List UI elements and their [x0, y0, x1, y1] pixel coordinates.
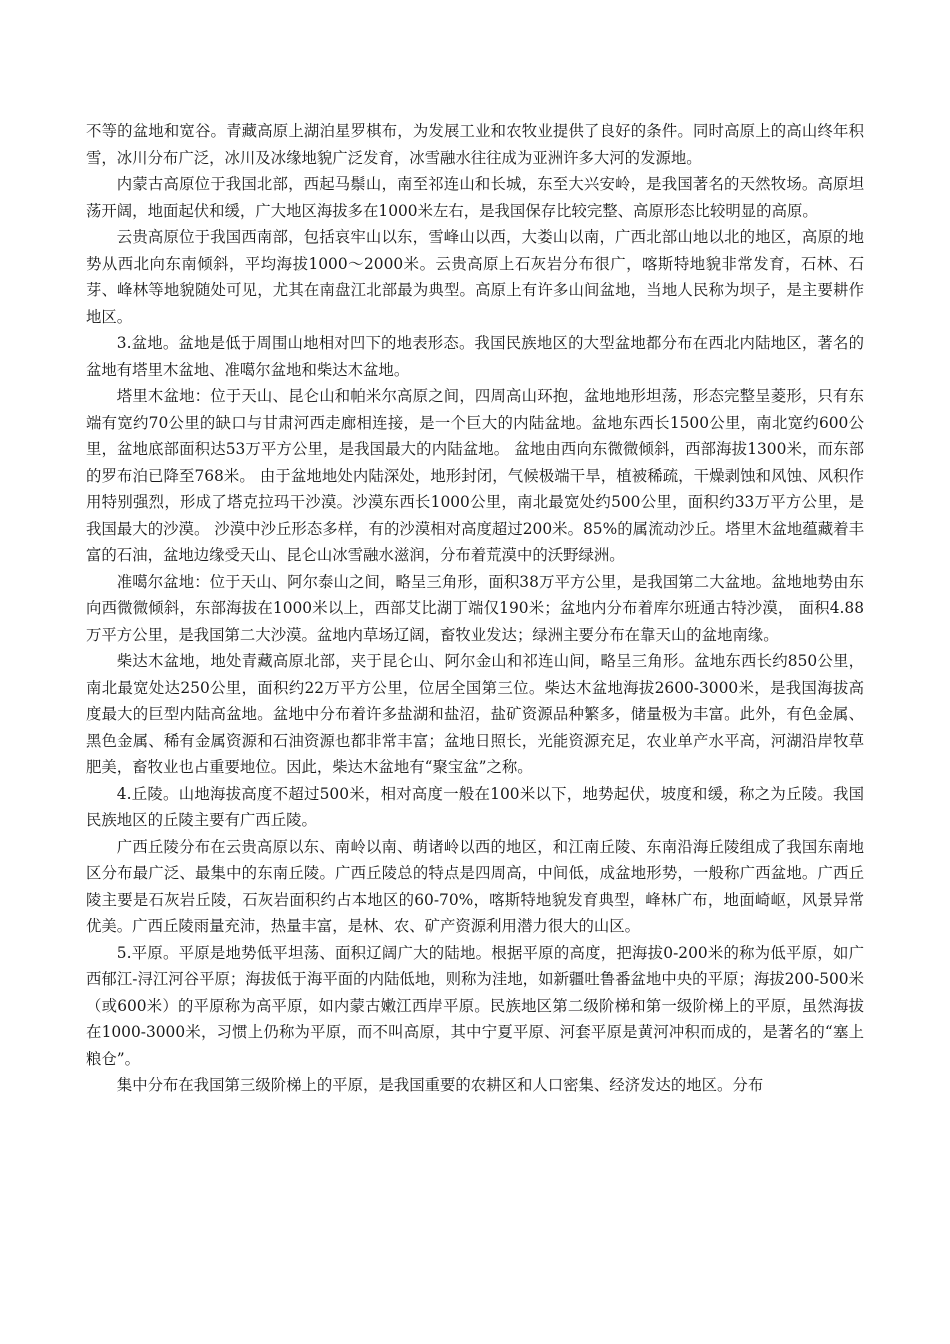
- document-body: [86, 118, 864, 1099]
- paragraph-yungui-plateau: 云贵高原位于我国西南部，包括哀牢山以东，雪峰山以西，大娄山以南，广西北部山地以北的地区，高原的地势从西北向东南倾斜，平均海拔1000～2000米。云贵高原上石灰岩分布很广，喀斯特地貌非常发育，石林、石芽、峰林等地貌随处可见，尤其在南盘江北部最为典型。高原上有许多山间盆地，当地人民称为坝子，是主要耕作地区。: [86, 228, 864, 326]
- paragraph-guangxi-hills: 广西丘陵分布在云贵高原以东、南岭以南、萌诸岭以西的地区，和江南丘陵、东南沿海丘陵组成了我国东南地区分布最广泛、最集中的东南丘陵。广西丘陵总的特点是四周高，中间低，成盆地形势，一般称广西盆地。广西丘陵主要是石灰岩丘陵，石灰岩面积约占本地区的60-70%，喀斯特地貌发育典型，峰林广布，地面崎岖，风景异常优美。广西丘陵雨量充沛，热量丰富，是林、农、矿产资源利用潜力很大的山区。: [86, 837, 864, 935]
- paragraph-inner-mongolia-plateau: 内蒙古高原位于我国北部，西起马鬃山，南至祁连山和长城，东至大兴安岭，是我国著名的天然牧场。高原坦荡开阔，地面起伏和缓，广大地区海拔多在1000米左右，是我国保存比较完整、高原形态比较明显的高原。: [86, 175, 864, 220]
- paragraph-basins-intro: 3.盆地。盆地是低于周围山地相对凹下的地表形态。我国民族地区的大型盆地都分布在西北内陆地区，著名的盆地有塔里木盆地、准噶尔盆地和柴达木盆地。: [86, 334, 864, 379]
- paragraph-qaidam-basin: 柴达木盆地，地处青藏高原北部，夹于昆仑山、阿尔金山和祁连山间，略呈三角形。盆地东西长约850公里，南北最宽处达250公里，面积约22万平方公里，位居全国第三位。柴达木盆地海拔2600-3000米，是我国海拔高度最大的巨型内陆高盆地。盆地中分布着许多盐湖和盐沼，盐矿资源品种繁多，储量极为丰富。此外，有色金属、黑色金属、稀有金属资源和石油资源也都非常丰富；盆地日照长，光能资源充足，农业单产水平高，河湖沿岸牧草肥美，畜牧业也占重要地位。因此，柴达木盆地有“聚宝盆”之称。: [86, 652, 864, 776]
- paragraph-hills-intro: 4.丘陵。山地海拔高度不超过500米，相对高度一般在100米以下，地势起伏，坡度和缓，称之为丘陵。我国民族地区的丘陵主要有广西丘陵。: [86, 784, 864, 829]
- paragraph-qinghai-tibet-continued: 不等的盆地和宽谷。青藏高原上湖泊星罗棋布，为发展工业和农牧业提供了良好的条件。同时高原上的高山终年积雪，冰川分布广泛，冰川及冰缘地貌广泛发育，冰雪融水往往成为亚洲许多大河的发源地。: [86, 122, 864, 167]
- paragraph-third-step-plains: 集中分布在我国第三级阶梯上的平原，是我国重要的农耕区和人口密集、经济发达的地区。分布: [116, 1076, 764, 1094]
- paragraph-tarim-basin: 塔里木盆地：位于天山、昆仑山和帕米尔高原之间，四周高山环抱，盆地地形坦荡，形态完整呈菱形，只有东端有宽约70公里的缺口与甘肃河西走廊相连接，是一个巨大的内陆盆地。盆地东西长1500公里，南北宽约600公里，盆地底部面积达53万平方公里，是我国最大的内陆盆地。 盆地由西向东微微倾斜，西部海拔1300米，而东部的罗布泊已降至768米。 由于盆地地处内陆深处，地形封闭，气候极端干旱，植被稀疏，干燥剥蚀和风蚀、风积作用特别强烈，形成了塔克拉玛干沙漠。沙漠东西长1000公里，南北最宽处约500公里，面积约33万平方公里，是我国最大的沙漠。 沙漠中沙丘形态多样，有的沙漠相对高度超过200米。85%的属流动沙丘。塔里木盆地蕴藏着丰富的石油，盆地边缘受天山、昆仑山冰雪融水滋润，分布着荒漠中的沃野绿洲。: [86, 387, 864, 564]
- paragraph-junggar-basin: 准噶尔盆地：位于天山、阿尔泰山之间，略呈三角形，面积38万平方公里，是我国第二大盆地。盆地地势由东向西微微倾斜，东部海拔在1000米以上，西部艾比湖丁端仅190米；盆地内分布着库尔班通古特沙漠， 面积4.88万平方公里，是我国第二大沙漠。盆地内草场辽阔，畜牧业发达；绿洲主要分布在靠天山的盆地南缘。: [86, 572, 864, 644]
- paragraph-plains-intro: 5.平原。平原是地势低平坦荡、面积辽阔广大的陆地。根据平原的高度，把海拔0-200米的称为低平原，如广西郁江-浔江河谷平原；海拔低于海平面的内陆低地，则称为洼地，如新疆吐鲁番盆地中央的平原；海拔200-500米（或600米）的平原称为高平原，如内蒙古嫩江西岸平原。民族地区第二级阶梯和第一级阶梯上的平原，虽然海拔在1000-3000米，习惯上仍称为平原，而不叫高原，其中宁夏平原、河套平原是黄河冲积而成的，是著名的“塞上粮仓”。: [86, 943, 864, 1068]
